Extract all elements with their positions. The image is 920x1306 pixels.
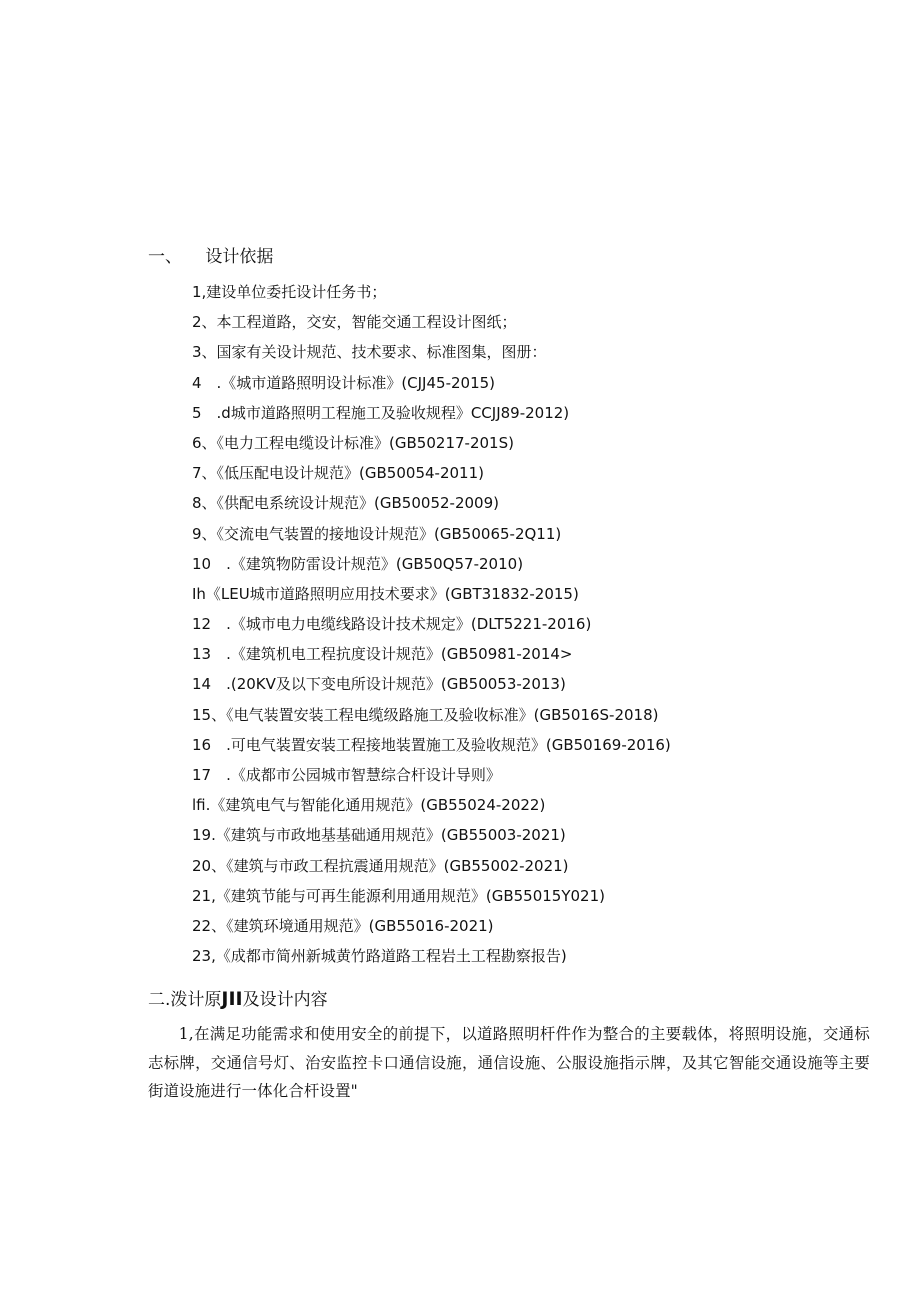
design-principle-paragraph: 1,在满足功能需求和使用安全的前提下，以道路照明杆件作为整合的主要载体，将照明设施，交通标志标牌，交通信号灯、治安监控卡口通信设施，通信设施、公服设施指示牌，及其它智能交通设施等主要街道设施进行一体化合杆设置" — [148, 1025, 870, 1101]
list-item: lfi.《建筑电气与智能化通用规范》(GB55024-2022) — [192, 796, 546, 815]
list-item: 10 .《建筑物防雷设计规范》(GB50Q57-2010) — [192, 554, 524, 573]
list-item: 9、《交流电气装置的接地设计规范》(GB50065-2Q11) — [192, 524, 562, 543]
list-item: Ih《LEU城市道路照明应用技术要求》(GBT31832-2015) — [192, 584, 579, 603]
list-item: 7、《低压配电设计规范》(GB50054-2011) — [192, 464, 484, 483]
list-item: 17 .《成都市公园城市智慧综合杆设计导则》 — [192, 766, 501, 784]
list-item: 4 .《城市道路照明设计标准》(CJJ45-2015) — [192, 373, 496, 392]
list-item: 13 .《建筑机电工程抗度设计规范》(GB50981-2014> — [192, 645, 573, 664]
list-item: 2、本工程道路，交安，智能交通工程设计图纸； — [192, 313, 517, 332]
list-item: 12 .《城市电力电缆线路设计技术规定》(DLT5221-2016) — [192, 615, 592, 634]
section-heading-design-basis — [148, 244, 273, 270]
list-item: 20、《建筑与市政工程抗震通用规范》(GB55002-2021) — [192, 856, 569, 875]
list-item: 21,《建筑节能与可再生能源利用通用规范》(GB55015Y021) — [192, 886, 605, 905]
list-item: 8、《供配电系统设计规范》(GB50052-2009) — [192, 494, 499, 513]
section-title: 设计依据 — [205, 247, 274, 267]
list-item: 6、《电力工程电缆设计标准》(GB50217-201S) — [192, 433, 514, 452]
list-item: 3、国家有关设计规范、技术要求、标准图集，图册： — [192, 343, 547, 362]
design-basis-list — [192, 282, 892, 976]
list-item: 16 .可电气装置安装工程接地装置施工及验收规范》(GB50169-2016) — [192, 735, 671, 754]
list-item: 14 .(20KV及以下变电所设计规范》(GB50053-2013) — [192, 675, 566, 694]
section-number: 一、 — [148, 247, 182, 267]
section-title-strong: JII — [221, 988, 243, 1010]
list-item: 19.《建筑与市政地基基础通用规范》(GB55003-2021) — [192, 826, 566, 845]
list-item: 15、《电气装置安装工程电缆级路施工及验收标准》(GB5016S-2018) — [192, 705, 659, 724]
list-item: 5 .d城市道路照明工程施工及验收规程》CCJJ89-2012) — [192, 403, 570, 422]
list-item: 22、《建筑环境通用规范》(GB55016-2021) — [192, 916, 494, 935]
list-item: 1,建设单位委托设计任务书； — [192, 283, 387, 301]
section-title-part1: 二.泼计原 — [148, 990, 222, 1010]
section-title-part2: 及设计内容 — [242, 990, 328, 1010]
list-item: 23,《成都市简州新城黄竹路道路工程岩土工程勘察报告) — [192, 947, 567, 966]
section-heading-design-principles — [148, 986, 328, 1012]
